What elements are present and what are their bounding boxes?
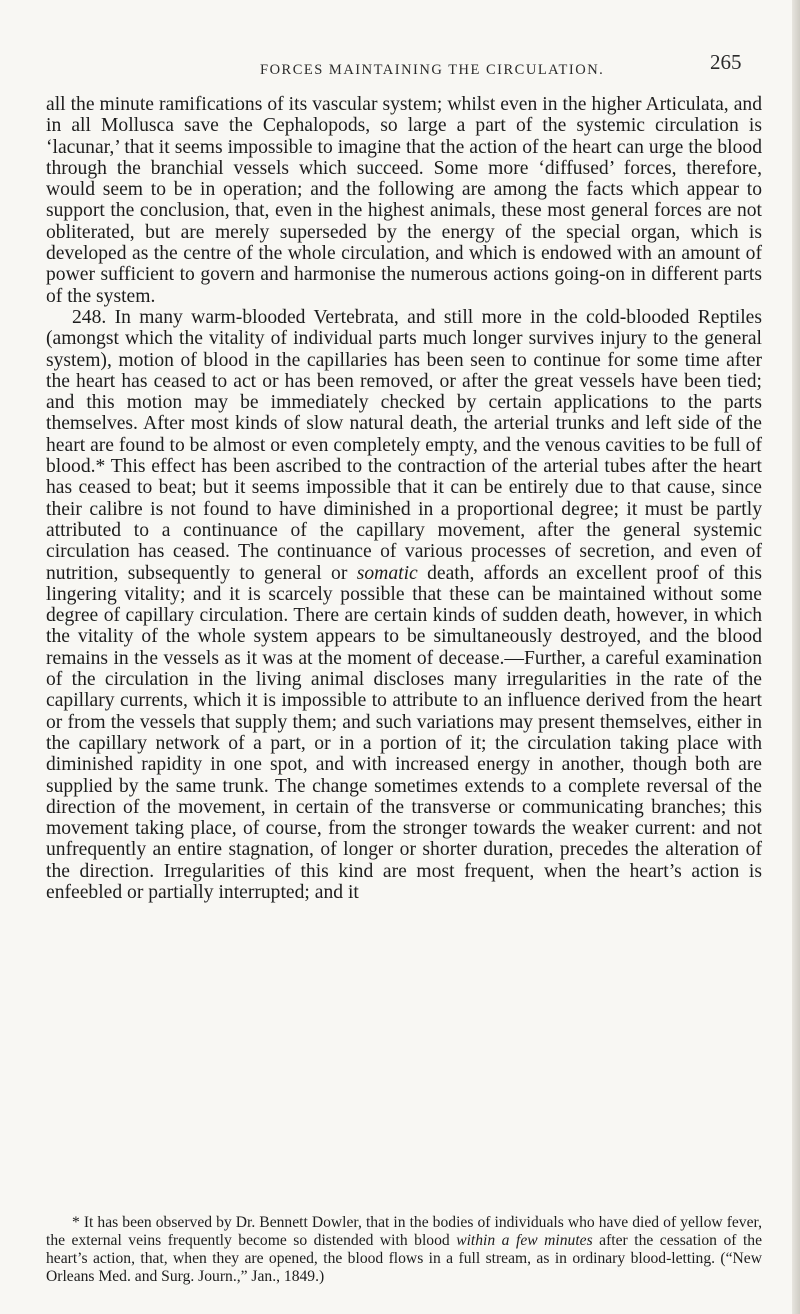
running-title: FORCES MAINTAINING THE CIRCULATION. <box>260 62 605 78</box>
paragraph-248 <box>46 307 762 903</box>
paragraph-continued: all the minute ramifications of its vascular system; whilst even in the higher Articulata, and in all Mollusca save the Cephalopods, so large a part of the systemic circulation is ‘lacunar,’ that it seems impossible to imagine that the action of the heart can urge the blood through the branchial vessels which succeed. Some more ‘diffused’ forces, therefore, would seem to be in operation; and the following are among the facts which appear to support the conclusion, that, even in the highest animals, these most general forces are not obliterated, but are merely superseded by the energy of the special organ, which is developed as the centre of the whole circulation, and which is endowed with an amount of power sufficient to govern and harmonise the numerous actions going-on in different parts of the system. <box>46 94 762 307</box>
paragraph-248-part-a: 248. In many warm-blooded Vertebrata, and still more in the cold-blooded Reptiles (amongst which the vitality of individual parts much longer survives injury to the general system), motion of blood in the capillaries has been seen to continue for some time after the heart has ceased to act or has been removed, or after the great vessels have been tied; and this motion may be immediately checked by certain applications to the parts themselves. After most kinds of slow natural death, the arterial trunks and left side of the heart are found to be almost or even completely empty, and the venous cavities to be full of blood.* This effect has been ascribed to the contraction of the arterial tubes after the heart has ceased to beat; but it seems impossible that it can be entirely due to that cause, since their calibre is not found to have diminished in a proportional degree; it must be partly attributed to a continuance of the capillary movement, after the general systemic circulation has ceased. The continuance of various processes of secretion, and even of nutrition, subsequently to general or <box>46 306 762 584</box>
footnote-part-b: after the cessation of the heart’s action, that, when they are opened, the blood flows in a full stream, as in ordinary blood-letting. (“New Orleans Med. and Surg. Journ.,” Jan., 1849.) <box>46 1232 763 1285</box>
body-text <box>46 94 762 903</box>
page-edge-shadow <box>792 0 800 1314</box>
footnote-italic: within a few minutes <box>456 1232 593 1249</box>
footnote <box>46 1214 762 1286</box>
page-number: 265 <box>710 50 742 74</box>
italic-term-somatic: somatic <box>356 562 418 584</box>
paragraph-248-part-b: death, affords an excellent proof of this lingering vitality; and it is scarcely possible that these can be maintained without some degree of capillary circulation. There are certain kinds of sudden death, however, in which the vitality of the whole system appears to be simultaneously destroyed, and the blood remains in the vessels as it was at the moment of decease.—Further, a careful examination of the circulation in the living animal discloses many irregularities in the rate of the capillary currents, which it is impossible to attribute to an influence derived from the heart or from the vessels that supply them; and such variations may present themselves, either in the capillary network of a part, or in a portion of it; the circulation taking place with diminished rapidity in one spot, and with increased energy in another, though both are supplied by the same trunk. The change sometimes extends to a complete reversal of the direction of the movement, in certain of the transverse or communicating branches; this movement taking place, of course, from the stronger towards the weaker current: and not unfrequently an entire stagnation, of longer or shorter duration, precedes the alteration of the direction. Irregularities of this kind are most frequent, when the heart’s action is enfeebled or partially interrupted; and it <box>46 562 762 903</box>
running-head <box>0 50 800 82</box>
footnote-part-a: * It has been observed by Dr. Bennett Dowler, that in the bodies of individuals who have died of yellow fever, the external veins frequently become so distended with blood <box>46 1214 762 1249</box>
